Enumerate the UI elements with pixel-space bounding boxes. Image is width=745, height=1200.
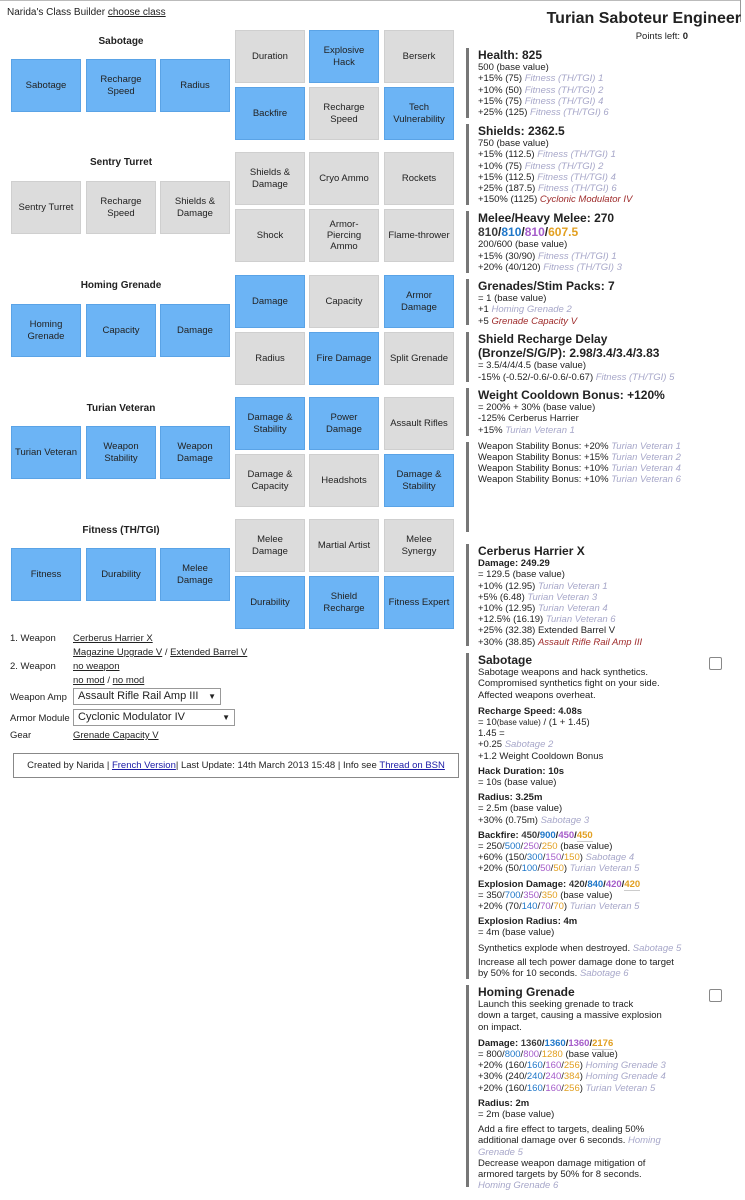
cooldown-panel: Weight Cooldown Bonus: +120% = 200% + 30% (base value) -125% Cerberus Harrier +15% Turian Veteran 1	[466, 388, 694, 436]
armor-module-select[interactable]: Cyclonic Modulator IV ▼	[73, 709, 235, 726]
skill-sentry-flamethrower[interactable]: Flame-thrower	[384, 209, 454, 262]
skill-title: Homing Grenade	[80, 280, 162, 291]
skill-title: Turian Veteran	[86, 403, 156, 414]
skill-sabotage-duration[interactable]: Duration	[235, 30, 305, 83]
weapon-1-mod-2[interactable]: Extended Barrel V	[170, 647, 248, 658]
shields-panel: Shields: 2362.5 750 (base value) +15% (112.5) Fitness (TH/TGI) 1 +10% (75) Fitness (TH/TGI) 2 +15% (112.5) Fitness (TH/TGI) 4 +25% (187.5) Fitness (TH/TGI) 6 +150% (1125) Cyclonic Modulator IV	[466, 124, 694, 205]
skill-veteran-dmg-cap[interactable]: Damage & Capacity	[235, 454, 305, 507]
class-title: Turian Saboteur Engineer	[546, 10, 741, 27]
melee-panel: Melee/Heavy Melee: 270 810/810/810/607.5 200/600 (base value) +15% (30/90) Fitness (TH/TGI) 1 +20% (40/120) Fitness (TH/TGI) 3	[466, 211, 694, 273]
choose-class-link[interactable]: choose class	[107, 7, 166, 18]
skill-sentry-shields-damage[interactable]: Shields & Damage	[235, 152, 305, 205]
bsn-thread-link[interactable]: Thread on BSN	[379, 759, 445, 771]
weapon-1-link[interactable]: Cerberus Harrier X	[73, 633, 153, 644]
skill-fitness-martial[interactable]: Martial Artist	[309, 519, 379, 572]
skill-fitness[interactable]: Fitness	[11, 548, 81, 601]
skill-sabotage-recharge-6[interactable]: Recharge Speed	[309, 87, 379, 140]
weapon-stats-panel: Cerberus Harrier X Damage: 249.29 = 129.5 (base value) +10% (12.95) Turian Veteran 1 +5% (6.48) Turian Veteran 3 +10% (12.95) Turian Veteran 4 +12.5% (16.19) Turian Veteran 6 +25% (32.38) Extended Barrel V +30% (38.85) Assault Rifle Rail Amp III	[466, 544, 694, 646]
stability-panel: Weapon Stability Bonus: +20% Turian Veteran 1 Weapon Stability Bonus: +15% Turian Veteran 2 Weapon Stability Bonus: +10% Turian Veteran 4 Weapon Stability Bonus: +10% Turian Veteran 6	[466, 442, 694, 532]
skill-fitness-shield-recharge[interactable]: Shield Recharge	[309, 576, 379, 629]
weapon-2-label: 2. Weapon	[10, 661, 56, 672]
armor-label: Armor Module	[10, 713, 70, 724]
skill-sentry-ap-ammo[interactable]: Armor-Piercing Ammo	[309, 209, 379, 262]
skill-veteran-dmg-stab-6[interactable]: Damage & Stability	[384, 454, 454, 507]
skill-homing-armor-damage[interactable]: Armor Damage	[384, 275, 454, 328]
chevron-down-icon: ▼	[222, 712, 230, 722]
skill-homing-damage[interactable]: Damage	[160, 304, 230, 357]
weapon-2-mod-2[interactable]: no mod	[112, 675, 145, 686]
weapon-2-mod-1[interactable]: no mod	[73, 675, 105, 686]
skill-homing-capacity[interactable]: Capacity	[86, 304, 156, 357]
weapon-1-mod-1[interactable]: Magazine Upgrade V	[73, 647, 163, 658]
sabotage-panel: Sabotage Sabotage weapons and hack synthetics. Compromised synthetics fight on your side. Affected weapons overheat. Recharge Speed: 4.08s = 10(base value) / (1 + 1.45) 1.45 = +0.25 Sabotage 2 +1.2 Weight Cooldown Bonus Hack Duration: 10s = 10s (base value) Radius: 3.25m = 2.5m (base value) +30% (0.75m) Sabotage 3 Backfire: 450/900/450/450 = 250/500/250/250 (base value) +60% (150/300/150/150) Sabotage 4 +20% (50/100/50/50) Turian Veteran 5 Explosion Damage: 420/840/420/420 = 350/700/350/350 (base value) +20% (70/140/70/70) Turian Veteran 5 Explosion Radius: 4m = 4m (base value) Synthetics explode when destroyed. Sabotage 5 Increase all tech power damage done to target by 50% for 10 seconds. Sabotage 6	[466, 653, 694, 979]
grenades-panel: Grenades/Stim Packs: 7 = 1 (base value) +1 Homing Grenade 2 +5 Grenade Capacity V	[466, 279, 694, 325]
skill-sabotage-explosive-hack[interactable]: Explosive Hack	[309, 30, 379, 83]
skill-fitness-durability-6[interactable]: Durability	[235, 576, 305, 629]
app-header	[7, 7, 166, 19]
skill-sentry[interactable]: Sentry Turret	[11, 181, 81, 234]
skill-sabotage[interactable]: Sabotage	[11, 59, 81, 112]
points-value: 0	[682, 31, 688, 42]
skill-sentry-shields[interactable]: Shields & Damage	[160, 181, 230, 234]
skill-title: Fitness (TH/TGI)	[82, 525, 160, 536]
skill-title: Sabotage	[98, 36, 144, 47]
app-name: Narida's Class Builder	[7, 7, 106, 18]
skill-veteran-assault-rifles[interactable]: Assault Rifles	[384, 397, 454, 450]
skill-sentry-shock[interactable]: Shock	[235, 209, 305, 262]
skill-homing-split[interactable]: Split Grenade	[384, 332, 454, 385]
skill-homing-damage-4[interactable]: Damage	[235, 275, 305, 328]
skill-homing-capacity-4[interactable]: Capacity	[309, 275, 379, 328]
amp-label: Weapon Amp	[10, 692, 67, 703]
skill-veteran-power-damage[interactable]: Power Damage	[309, 397, 379, 450]
skill-homing-radius[interactable]: Radius	[235, 332, 305, 385]
weapon-1-label: 1. Weapon	[10, 633, 56, 644]
weapon-2-link[interactable]: no weapon	[73, 661, 120, 672]
skill-sabotage-tech-vuln[interactable]: Tech Vulnerability	[384, 87, 454, 140]
points-left: Points left: 0	[635, 31, 688, 42]
skill-sabotage-radius[interactable]: Radius	[160, 59, 230, 112]
health-panel: Health: 825 500 (base value) +15% (75) Fitness (TH/TGI) 1 +10% (50) Fitness (TH/TGI) 2 +15% (75) Fitness (TH/TGI) 4 +25% (125) Fitness (TH/TGI) 6	[466, 48, 694, 118]
skill-fitness-durability[interactable]: Durability	[86, 548, 156, 601]
skill-fitness-synergy[interactable]: Melee Synergy	[384, 519, 454, 572]
skill-sentry-recharge[interactable]: Recharge Speed	[86, 181, 156, 234]
homing-grenade-panel: Homing Grenade Launch this seeking grenade to track down a target, causing a massive explosion on impact. Damage: 1360/1360/1360/2176 = 800/800/800/1280 (base value) +20% (160/160/160/256) Homing Grenade 3 +30% (240/240/240/384) Homing Grenade 4 +20% (160/160/160/256) Turian Veteran 5 Radius: 2m = 2m (base value) Add a fire effect to targets, dealing 50% additional damage over 6 seconds. Homing Grenade 5 Decrease weapon damage mitigation of armored targets by 50% for 8 seconds. Homing Grenade 6	[466, 985, 694, 1187]
skill-sentry-cryo[interactable]: Cryo Ammo	[309, 152, 379, 205]
skill-homing-fire-damage[interactable]: Fire Damage	[309, 332, 379, 385]
skill-fitness-melee[interactable]: Melee Damage	[160, 548, 230, 601]
skill-sentry-rockets[interactable]: Rockets	[384, 152, 454, 205]
weapon-amp-select[interactable]: Assault Rifle Rail Amp III ▼	[73, 688, 221, 705]
homing-grenade-checkbox[interactable]	[709, 989, 722, 1002]
skill-veteran-stability[interactable]: Weapon Stability	[86, 426, 156, 479]
chevron-down-icon: ▼	[208, 691, 216, 701]
skill-title: Sentry Turret	[89, 157, 153, 168]
gear-link[interactable]: Grenade Capacity V	[73, 730, 159, 741]
shield-recharge-panel: Shield Recharge Delay (Bronze/S/G/P): 2.98/3.4/3.4/3.83 = 3.5/4/4/4.5 (base value) -15% (-0.52/-0.6/-0.6/-0.67) Fitness (TH/TGI) 5	[466, 332, 694, 382]
skill-fitness-expert[interactable]: Fitness Expert	[384, 576, 454, 629]
skill-sabotage-recharge[interactable]: Recharge Speed	[86, 59, 156, 112]
gear-label: Gear	[10, 730, 32, 741]
skill-veteran-headshots[interactable]: Headshots	[309, 454, 379, 507]
skill-sabotage-berserk[interactable]: Berserk	[384, 30, 454, 83]
french-version-link[interactable]: French Version	[111, 759, 176, 771]
skill-veteran-damage[interactable]: Weapon Damage	[160, 426, 230, 479]
skill-sabotage-backfire[interactable]: Backfire	[235, 87, 305, 140]
skill-veteran-dmg-stab[interactable]: Damage & Stability	[235, 397, 305, 450]
skill-fitness-melee-4[interactable]: Melee Damage	[235, 519, 305, 572]
footer: Created by Narida | French Version | Last Update: 14th March 2013 15:48 | Info see Thread on BSN	[13, 753, 459, 778]
sabotage-checkbox[interactable]	[709, 657, 722, 670]
skill-homing[interactable]: Homing Grenade	[11, 304, 81, 357]
skill-veteran[interactable]: Turian Veteran	[11, 426, 81, 479]
